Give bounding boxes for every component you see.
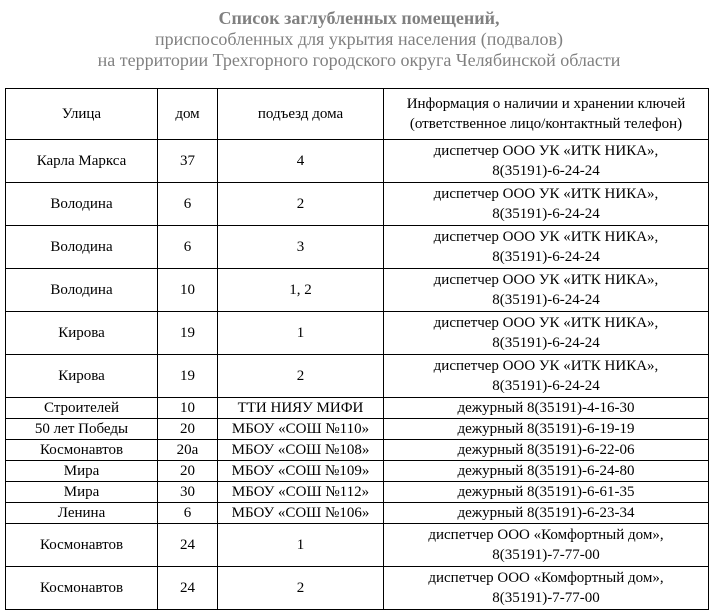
table-row [6, 269, 709, 312]
cell-key-info-line-2: 8(35191)-7-77-00 [492, 547, 600, 563]
cell-street: Володина [6, 183, 158, 226]
cell-street: Карла Маркса [6, 140, 158, 183]
cell-house: 24 [158, 567, 218, 610]
table-row [6, 355, 709, 398]
cell-street: Космонавтов [6, 524, 158, 567]
cell-key-info [384, 482, 709, 503]
cell-street: Володина [6, 226, 158, 269]
cell-entrance: МБОУ «СОШ №112» [218, 482, 384, 503]
table-row [6, 461, 709, 482]
cell-key-info-line-1: диспетчер ООО «Комфортный дом», [428, 570, 664, 586]
cell-entrance: 3 [218, 226, 384, 269]
cell-key-info-line-1: диспетчер ООО «Комфортный дом», [428, 527, 664, 543]
table-row [6, 183, 709, 226]
cell-entrance: 2 [218, 183, 384, 226]
cell-house: 10 [158, 269, 218, 312]
cell-street: Кирова [6, 312, 158, 355]
cell-house: 6 [158, 503, 218, 524]
cell-house: 20 [158, 461, 218, 482]
cell-entrance: 2 [218, 355, 384, 398]
cell-key-info-line-1: диспетчер ООО УК «ИТК НИКА», [433, 315, 659, 331]
cell-house: 10 [158, 398, 218, 419]
table-row [6, 503, 709, 524]
cell-street: Мира [6, 482, 158, 503]
cell-key-info-line-2: 8(35191)-6-24-24 [492, 292, 600, 308]
title-line-1: Список заглубленных помещений, [218, 8, 500, 28]
cell-key-info-line-1: дежурный 8(35191)-6-61-35 [457, 484, 635, 500]
cell-street: Кирова [6, 355, 158, 398]
title-line-3: на территории Трехгорного городского округа Челябинской области [97, 50, 621, 70]
table-body [6, 140, 709, 610]
cell-key-info-line-2: 8(35191)-6-24-24 [492, 378, 600, 394]
cell-key-info-line-2: 8(35191)-6-24-24 [492, 335, 600, 351]
cell-street: Космонавтов [6, 567, 158, 610]
cell-street: Мира [6, 461, 158, 482]
column-header-info-line-2: (ответственное лицо/контактный телефон) [409, 116, 683, 132]
table-row [6, 440, 709, 461]
title-line-2: приспособленных для укрытия населения (подвалов) [155, 29, 563, 49]
cell-key-info [384, 461, 709, 482]
cell-key-info-line-2: 8(35191)-6-24-24 [492, 163, 600, 179]
cell-key-info-line-2: 8(35191)-7-77-00 [492, 590, 600, 606]
cell-key-info-line-1: диспетчер ООО УК «ИТК НИКА», [433, 272, 659, 288]
column-header-house: дом [158, 89, 218, 140]
shelters-table [5, 88, 709, 610]
cell-house: 19 [158, 355, 218, 398]
cell-key-info-line-1: дежурный 8(35191)-6-23-34 [457, 505, 635, 521]
cell-house: 20 [158, 419, 218, 440]
cell-house: 37 [158, 140, 218, 183]
cell-key-info [384, 183, 709, 226]
table-row [6, 226, 709, 269]
cell-key-info-line-1: диспетчер ООО УК «ИТК НИКА», [433, 143, 659, 159]
cell-house: 30 [158, 482, 218, 503]
cell-entrance: МБОУ «СОШ №106» [218, 503, 384, 524]
cell-house: 6 [158, 183, 218, 226]
cell-entrance: ТТИ НИЯУ МИФИ [218, 398, 384, 419]
table-row [6, 140, 709, 183]
table-row [6, 524, 709, 567]
table-row [6, 419, 709, 440]
cell-key-info [384, 567, 709, 610]
document-title [0, 8, 718, 71]
cell-key-info [384, 524, 709, 567]
cell-key-info-line-1: диспетчер ООО УК «ИТК НИКА», [433, 358, 659, 374]
column-header-info-line-1: Информация о наличии и хранении ключей [406, 96, 686, 112]
table-row [6, 482, 709, 503]
cell-street: 50 лет Победы [6, 419, 158, 440]
cell-entrance: 1 [218, 312, 384, 355]
column-header-entrance: подъезд дома [218, 89, 384, 140]
column-header-info [384, 89, 709, 140]
cell-entrance: МБОУ «СОШ №109» [218, 461, 384, 482]
cell-key-info-line-1: дежурный 8(35191)-6-22-06 [457, 442, 635, 458]
cell-key-info [384, 398, 709, 419]
cell-key-info [384, 355, 709, 398]
cell-entrance: 4 [218, 140, 384, 183]
cell-entrance: 1 [218, 524, 384, 567]
cell-house: 24 [158, 524, 218, 567]
cell-house: 19 [158, 312, 218, 355]
cell-house: 6 [158, 226, 218, 269]
cell-key-info-line-2: 8(35191)-6-24-24 [492, 206, 600, 222]
cell-key-info-line-1: дежурный 8(35191)-4-16-30 [457, 400, 635, 416]
cell-key-info [384, 226, 709, 269]
cell-entrance: 2 [218, 567, 384, 610]
cell-key-info-line-1: дежурный 8(35191)-6-19-19 [457, 421, 635, 437]
cell-street: Космонавтов [6, 440, 158, 461]
cell-key-info [384, 419, 709, 440]
cell-key-info [384, 269, 709, 312]
cell-street: Строителей [6, 398, 158, 419]
cell-key-info [384, 140, 709, 183]
cell-key-info-line-2: 8(35191)-6-24-24 [492, 249, 600, 265]
cell-key-info-line-1: диспетчер ООО УК «ИТК НИКА», [433, 186, 659, 202]
cell-key-info [384, 440, 709, 461]
table-row [6, 398, 709, 419]
cell-key-info [384, 503, 709, 524]
cell-house: 20а [158, 440, 218, 461]
cell-entrance: 1, 2 [218, 269, 384, 312]
cell-entrance: МБОУ «СОШ №108» [218, 440, 384, 461]
table-row [6, 312, 709, 355]
column-header-street: Улица [6, 89, 158, 140]
table-row [6, 567, 709, 610]
cell-key-info [384, 312, 709, 355]
table-header-row [6, 89, 709, 140]
cell-key-info-line-1: дежурный 8(35191)-6-24-80 [457, 463, 635, 479]
cell-street: Ленина [6, 503, 158, 524]
cell-entrance: МБОУ «СОШ №110» [218, 419, 384, 440]
cell-key-info-line-1: диспетчер ООО УК «ИТК НИКА», [433, 229, 659, 245]
cell-street: Володина [6, 269, 158, 312]
